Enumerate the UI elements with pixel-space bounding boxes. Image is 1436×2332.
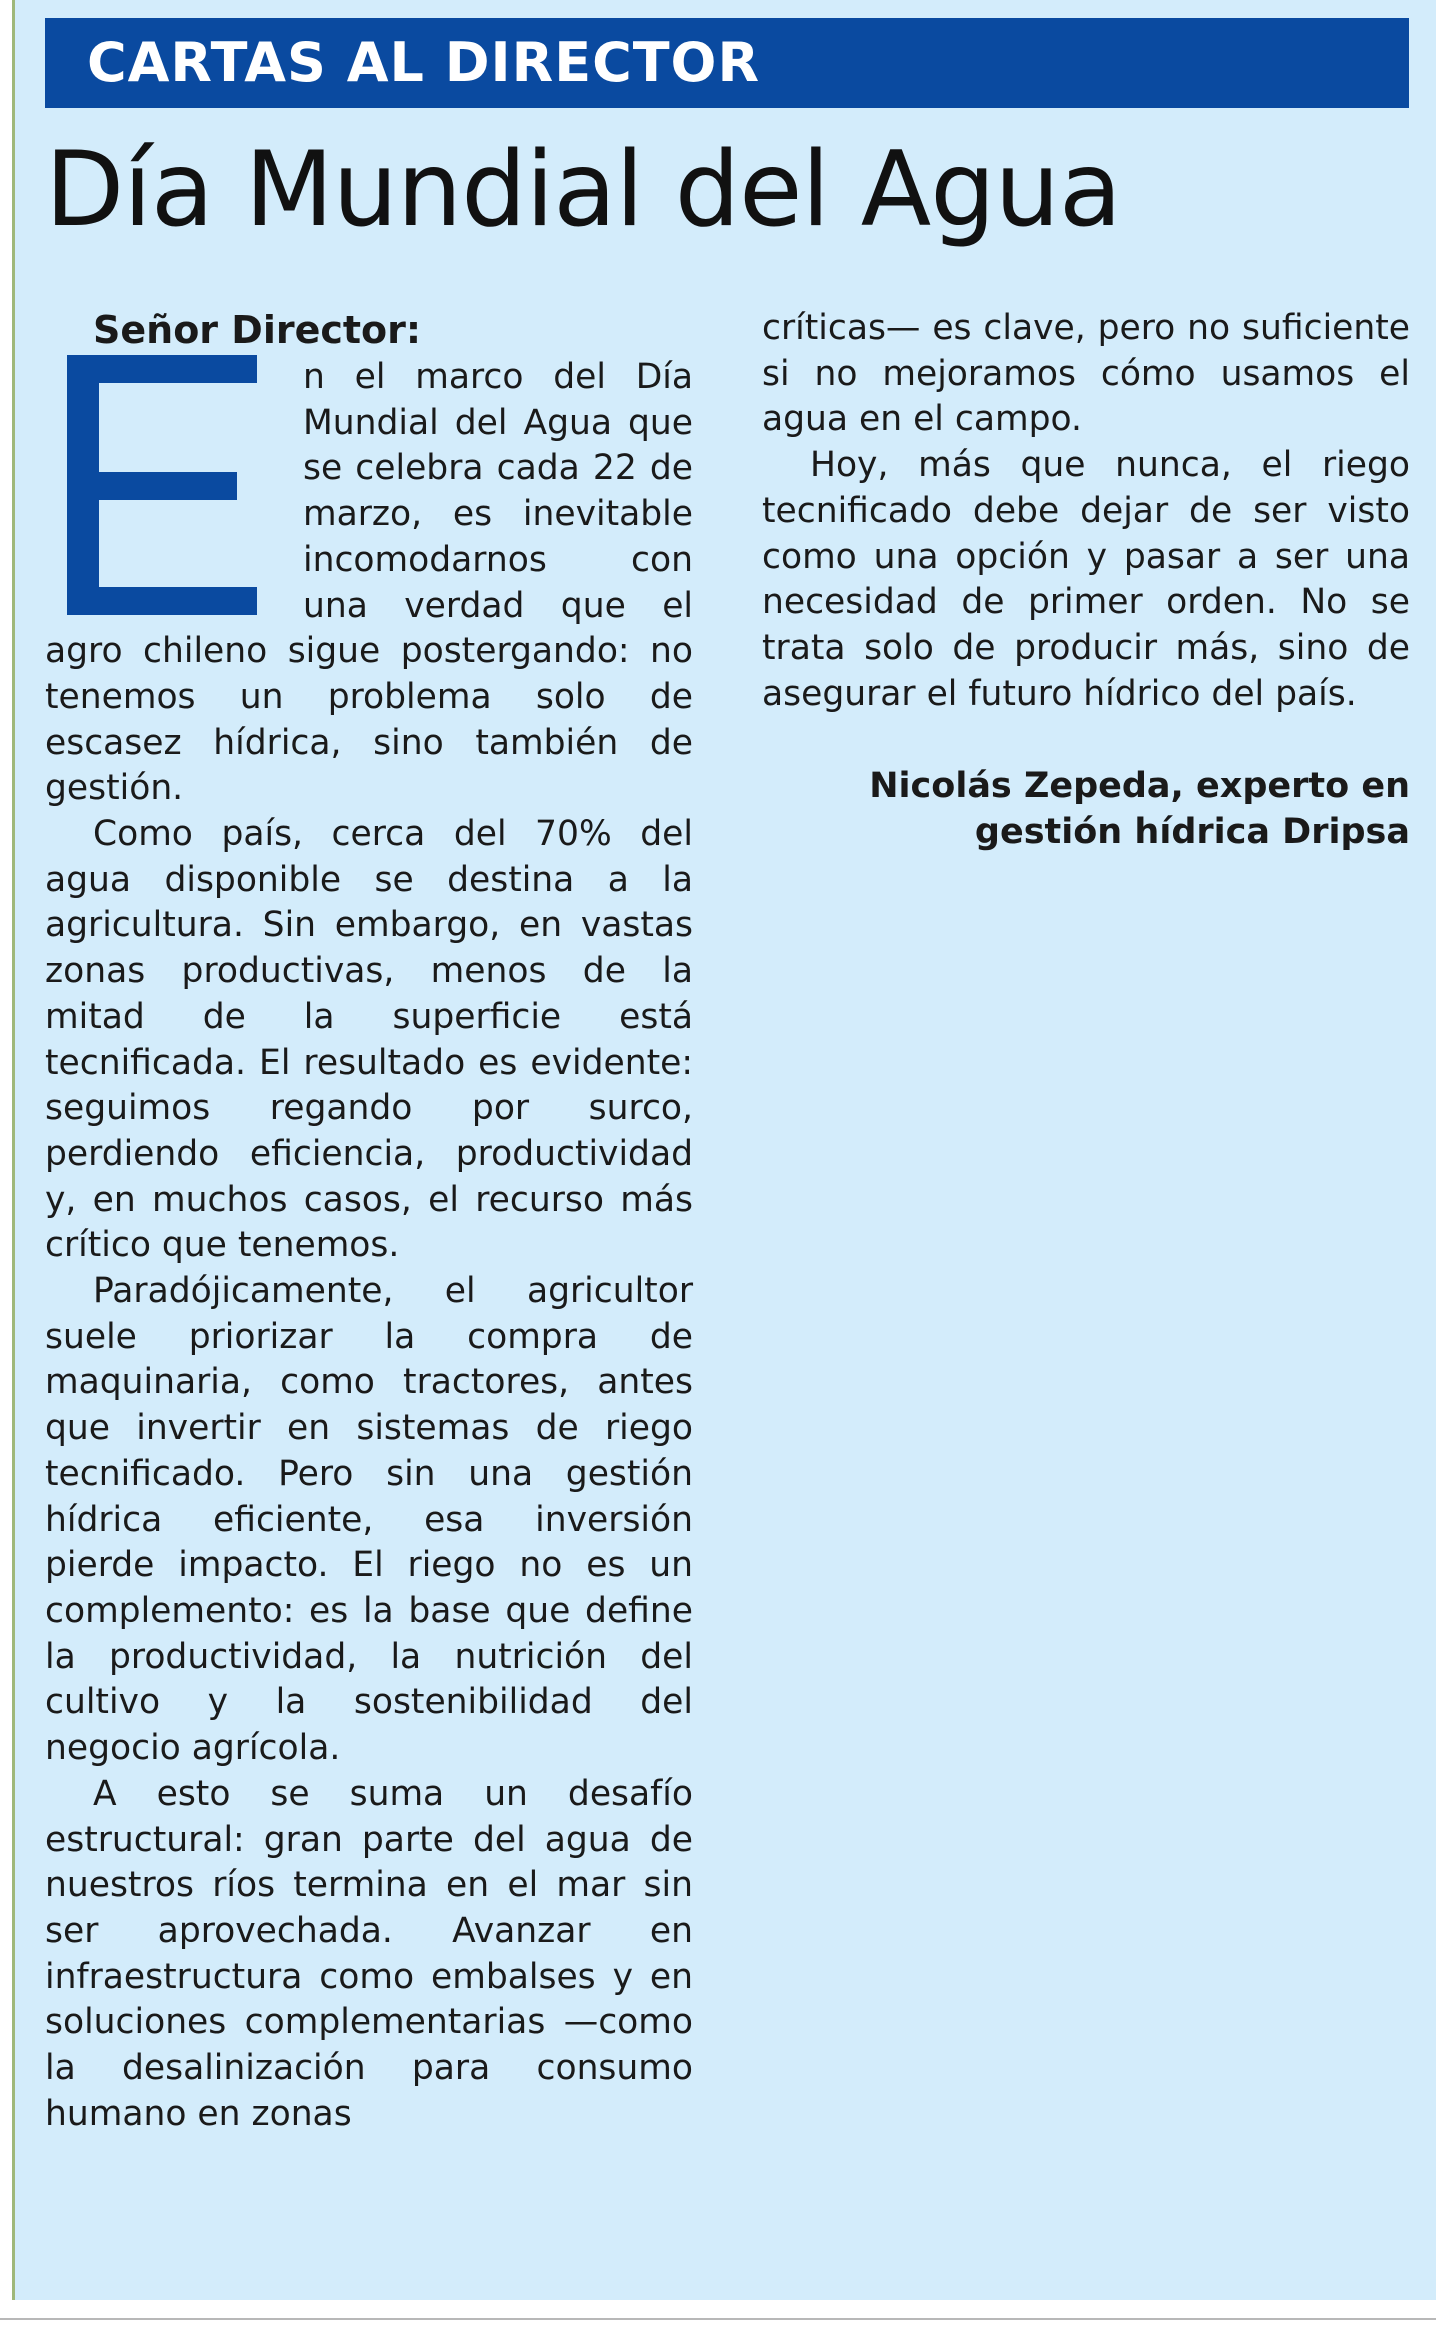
paragraph-3: Paradójicamente, el agricultor suele priorizar la compra de maquinaria, como tractores, antes que invertir en sistemas de riego tecnificado. Pero sin una gestión hídrica eficiente, esa inversión pierde impacto. El riego no es un complemento: es la base que define la productividad, la nutrición del cultivo y la sostenibilidad del negocio agrícola. bbox=[45, 1271, 693, 1769]
section-header-bar bbox=[45, 18, 1409, 108]
bottom-divider bbox=[0, 2318, 1436, 2320]
paragraph-4: A esto se suma un desafío estructural: gran parte del agua de nuestros ríos termina en el mar sin ser aprovechada. Avanzar en infraestructura como embalses y en soluciones complementarias —como la desalinización para consumo humano en zonas bbox=[45, 1773, 693, 2134]
paragraph-4-continued: críticas— es clave, pero no suficiente si no mejoramos cómo usamos el agua en el campo. bbox=[762, 308, 1410, 440]
letter-page bbox=[12, 0, 1436, 2300]
left-column bbox=[45, 305, 693, 2137]
right-column bbox=[762, 306, 1410, 855]
drop-cap bbox=[45, 355, 303, 629]
signature bbox=[762, 763, 1410, 855]
signature-affiliation: gestión hídrica Dripsa bbox=[974, 812, 1410, 853]
letter-greeting: Señor Director: bbox=[93, 308, 422, 352]
paragraph-5: Hoy, más que nunca, el riego tecnificado debe dejar de ser visto como una opción y pasar a ser una necesidad de primer orden. No se trata solo de producir más, sino de asegurar el futuro hídrico del país. bbox=[762, 445, 1410, 714]
section-label: CARTAS AL DIRECTOR bbox=[87, 31, 761, 94]
headline: Día Mundial del Agua bbox=[45, 130, 1122, 250]
signature-name: Nicolás Zepeda, experto en bbox=[869, 766, 1410, 807]
paragraph-2: Como país, cerca del 70% del agua disponible se destina a la agricultura. Sin embargo, en vastas zonas productivas, menos de la mitad de la superficie está tecnificada. El resultado es evidente: seguimos regando por surco, perdiendo eficiencia, productividad y, en muchos casos, el recurso más crítico que tenemos. bbox=[45, 814, 693, 1266]
paragraph-1: n el marco del Día Mundial del Agua que se celebra cada 22 de marzo, es inevitable incomodarnos con una verdad que el agro chileno sigue postergando: no tenemos un problema solo de escasez hídrica, sino también de gestión. bbox=[45, 357, 693, 809]
